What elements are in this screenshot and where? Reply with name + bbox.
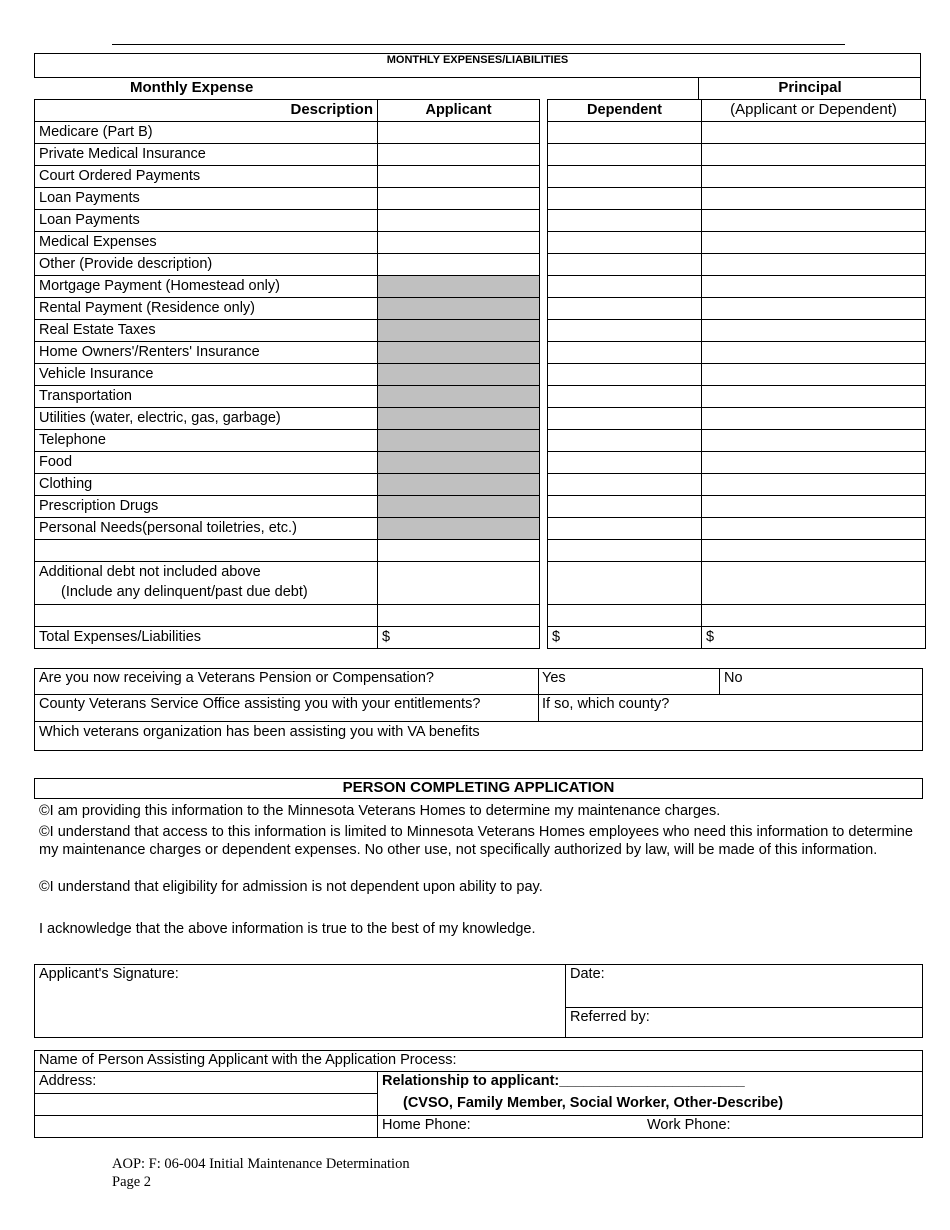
expense-label: Court Ordered Payments	[35, 166, 378, 188]
expense-label: Telephone	[35, 430, 378, 452]
table-row	[35, 386, 540, 408]
applicant-cell-na	[378, 496, 540, 518]
pension-question: Are you now receiving a Veterans Pension or Compensation?	[39, 670, 434, 686]
principal-amount-input[interactable]	[702, 430, 926, 452]
total-dependent-input[interactable]: $	[548, 627, 702, 649]
pension-yes-option[interactable]: Yes	[542, 670, 566, 686]
applicant-amount-input[interactable]	[378, 210, 540, 232]
statement-2: ©I understand that access to this information is limited to Minnesota Veterans Homes employees who need this information to determine my maintenance charges or dependent expenses. No other use, not specifically authorized by law, will be made of this information.	[39, 824, 913, 858]
table-row	[35, 320, 540, 342]
monthly-expense-heading: Monthly Expense	[130, 79, 254, 96]
principal-heading: Principal	[778, 79, 842, 96]
principal-amount-input[interactable]	[702, 298, 926, 320]
col-dependent-header: Dependent	[548, 100, 702, 122]
total-label: Total Expenses/Liabilities	[35, 627, 378, 649]
dependent-amount-input[interactable]	[548, 474, 702, 496]
expense-label: Medical Expenses	[35, 232, 378, 254]
statement-3: ©I understand that eligibility for admission is not dependent upon ability to pay.	[39, 879, 543, 895]
table-row	[35, 298, 540, 320]
applicant-amount-input[interactable]	[378, 188, 540, 210]
table-row	[548, 364, 926, 386]
table-row	[548, 232, 926, 254]
applicant-cell-na	[378, 298, 540, 320]
table-row	[35, 364, 540, 386]
dependent-amount-input[interactable]	[548, 342, 702, 364]
dependent-amount-input[interactable]	[548, 122, 702, 144]
acknowledgement: I acknowledge that the above information is true to the best of my knowledge.	[39, 921, 536, 937]
applicant-amount-input[interactable]	[378, 540, 540, 562]
principal-amount-input[interactable]	[702, 122, 926, 144]
applicant-cell-na	[378, 452, 540, 474]
total-principal-input[interactable]: $	[702, 627, 926, 649]
applicant-amount-input[interactable]	[378, 605, 540, 627]
dependent-amount-input[interactable]	[548, 408, 702, 430]
dependent-amount-input[interactable]	[548, 232, 702, 254]
table-row	[548, 540, 926, 562]
table-row	[548, 408, 926, 430]
table-row	[35, 430, 540, 452]
assistant-divider-3	[34, 1115, 923, 1116]
dependent-amount-input[interactable]	[548, 210, 702, 232]
form-id: AOP: F: 06-004 Initial Maintenance Determination	[112, 1156, 410, 1172]
applicant-amount-input[interactable]	[378, 144, 540, 166]
table-row	[548, 605, 926, 627]
principal-amount-input[interactable]	[702, 320, 926, 342]
principal-amount-input[interactable]	[702, 562, 926, 605]
expense-label: Private Medical Insurance	[35, 144, 378, 166]
principal-amount-input[interactable]	[702, 452, 926, 474]
applicant-amount-input[interactable]	[378, 122, 540, 144]
applicant-amount-input[interactable]	[378, 562, 540, 605]
principal-amount-input[interactable]	[702, 364, 926, 386]
table-row	[35, 605, 540, 627]
dependent-amount-input[interactable]	[548, 540, 702, 562]
expense-label: Personal Needs(personal toiletries, etc.)	[35, 518, 378, 540]
assistant-name-field[interactable]: Name of Person Assisting Applicant with the Application Process:	[39, 1052, 457, 1068]
pension-no-option[interactable]: No	[724, 670, 743, 686]
principal-amount-input[interactable]	[702, 166, 926, 188]
table-row	[548, 342, 926, 364]
table-row	[548, 518, 926, 540]
table-row	[548, 276, 926, 298]
applicant-cell-na	[378, 408, 540, 430]
which-county-field[interactable]: If so, which county?	[542, 696, 670, 712]
table-row	[35, 122, 540, 144]
table-row	[35, 254, 540, 276]
principal-amount-input[interactable]	[702, 342, 926, 364]
assistant-divider-2	[34, 1093, 377, 1094]
table-row	[35, 474, 540, 496]
blank-label[interactable]	[35, 605, 378, 627]
principal-amount-input[interactable]	[702, 254, 926, 276]
statement-1: ©I am providing this information to the Minnesota Veterans Homes to determine my maintenance charges.	[39, 803, 721, 819]
expense-label: Rental Payment (Residence only)	[35, 298, 378, 320]
principal-amount-input[interactable]	[702, 386, 926, 408]
dependent-amount-input[interactable]	[548, 562, 702, 605]
principal-amount-input[interactable]	[702, 518, 926, 540]
relationship-options: (CVSO, Family Member, Social Worker, Other-Describe)	[403, 1095, 784, 1111]
principal-amount-input[interactable]	[702, 232, 926, 254]
dependent-amount-input[interactable]	[548, 254, 702, 276]
table-row	[35, 540, 540, 562]
applicant-cell-na	[378, 276, 540, 298]
table-row	[548, 320, 926, 342]
table-row	[35, 562, 540, 605]
table-row	[35, 627, 540, 649]
applicant-cell-na	[378, 518, 540, 540]
expense-label: Real Estate Taxes	[35, 320, 378, 342]
table-row	[548, 496, 926, 518]
section-title: MONTHLY EXPENSES/LIABILITIES	[386, 54, 569, 66]
principal-amount-input[interactable]	[702, 210, 926, 232]
applicant-cell-na	[378, 364, 540, 386]
date-divider	[565, 1007, 923, 1008]
col-applicant-header: Applicant	[378, 100, 540, 122]
principal-amount-input[interactable]	[702, 408, 926, 430]
expense-label: Loan Payments	[35, 188, 378, 210]
table-row	[35, 210, 540, 232]
additional-debt-line2: (Include any delinquent/past due debt)	[61, 584, 308, 600]
applicant-cell-na	[378, 430, 540, 452]
relationship-field[interactable]: Relationship to applicant:_______________________	[382, 1073, 745, 1089]
dependent-amount-input[interactable]	[548, 144, 702, 166]
dependent-amount-input[interactable]	[548, 276, 702, 298]
table-row	[548, 166, 926, 188]
table-row	[548, 386, 926, 408]
veterans-org-field[interactable]: Which veterans organization has been assisting you with VA benefits	[39, 724, 480, 740]
date-field[interactable]: Date:	[570, 966, 605, 982]
table-row	[548, 188, 926, 210]
expense-label: Loan Payments	[35, 210, 378, 232]
expense-label: Vehicle Insurance	[35, 364, 378, 386]
expense-label: Food	[35, 452, 378, 474]
dependent-amount-input[interactable]	[548, 188, 702, 210]
expense-label: Medicare (Part B)	[35, 122, 378, 144]
table-row	[35, 518, 540, 540]
principal-amount-input[interactable]	[702, 496, 926, 518]
home-phone-field[interactable]: Home Phone:	[382, 1117, 471, 1133]
expenses-table-dependent	[547, 99, 926, 649]
col-description-header: Description	[35, 100, 378, 122]
applicant-signature-field[interactable]: Applicant's Signature:	[39, 966, 179, 982]
table-row	[548, 210, 926, 232]
dependent-amount-input[interactable]	[548, 298, 702, 320]
blank-label[interactable]	[35, 540, 378, 562]
principal-amount-input[interactable]	[702, 276, 926, 298]
page-number: Page 2	[112, 1174, 152, 1190]
table-row	[548, 562, 926, 605]
table-row	[35, 452, 540, 474]
table-row	[548, 474, 926, 496]
table-row	[35, 276, 540, 298]
referred-by-field[interactable]: Referred by:	[570, 1009, 650, 1025]
table-row	[35, 166, 540, 188]
principal-amount-input[interactable]	[702, 605, 926, 627]
table-row	[35, 496, 540, 518]
dependent-amount-input[interactable]	[548, 320, 702, 342]
expense-label: Mortgage Payment (Homestead only)	[35, 276, 378, 298]
table-row	[548, 298, 926, 320]
table-row	[548, 627, 926, 649]
signature-col-divider	[565, 964, 566, 1038]
col-principal-header: (Applicant or Dependent)	[702, 100, 926, 122]
applicant-cell-na	[378, 474, 540, 496]
dependent-amount-input[interactable]	[548, 452, 702, 474]
veterans-row-divider-2	[34, 721, 923, 722]
expense-label: Clothing	[35, 474, 378, 496]
expense-label: Other (Provide description)	[35, 254, 378, 276]
yes-no-divider	[719, 668, 720, 694]
assistant-divider-1	[34, 1071, 923, 1072]
top-rule	[112, 44, 845, 45]
address-field[interactable]: Address:	[39, 1073, 97, 1089]
principal-amount-input[interactable]	[702, 474, 926, 496]
table-row	[35, 188, 540, 210]
veterans-col-divider	[538, 668, 539, 721]
table-row	[35, 342, 540, 364]
table-row	[548, 122, 926, 144]
expenses-table-applicant	[34, 99, 540, 649]
dependent-amount-input[interactable]	[548, 386, 702, 408]
table-row	[548, 430, 926, 452]
expense-label: Transportation	[35, 386, 378, 408]
applicant-cell-na	[378, 386, 540, 408]
dependent-amount-input[interactable]	[548, 518, 702, 540]
applicant-amount-input[interactable]	[378, 254, 540, 276]
work-phone-field[interactable]: Work Phone:	[647, 1117, 731, 1133]
person-completing-title: PERSON COMPLETING APPLICATION	[342, 779, 615, 796]
applicant-cell-na	[378, 320, 540, 342]
veterans-row-divider-1	[34, 694, 923, 695]
dependent-amount-input[interactable]	[548, 364, 702, 386]
table-row	[548, 254, 926, 276]
table-row	[35, 144, 540, 166]
table-row	[548, 144, 926, 166]
additional-debt-line1: Additional debt not included above	[39, 564, 261, 580]
applicant-cell-na	[378, 342, 540, 364]
total-applicant-input[interactable]: $	[378, 627, 540, 649]
table-row	[548, 452, 926, 474]
principal-amount-input[interactable]	[702, 540, 926, 562]
expense-label: Utilities (water, electric, gas, garbage)	[35, 408, 378, 430]
dependent-amount-input[interactable]	[548, 496, 702, 518]
additional-debt-label	[35, 562, 378, 605]
table-row	[35, 408, 540, 430]
dependent-amount-input[interactable]	[548, 605, 702, 627]
principal-amount-input[interactable]	[702, 188, 926, 210]
expense-label: Home Owners'/Renters' Insurance	[35, 342, 378, 364]
assistant-col-divider	[377, 1071, 378, 1138]
expense-label: Prescription Drugs	[35, 496, 378, 518]
dependent-amount-input[interactable]	[548, 430, 702, 452]
cvso-question: County Veterans Service Office assisting you with your entitlements?	[39, 696, 481, 712]
principal-amount-input[interactable]	[702, 144, 926, 166]
applicant-amount-input[interactable]	[378, 232, 540, 254]
applicant-amount-input[interactable]	[378, 166, 540, 188]
dependent-amount-input[interactable]	[548, 166, 702, 188]
table-row	[35, 232, 540, 254]
